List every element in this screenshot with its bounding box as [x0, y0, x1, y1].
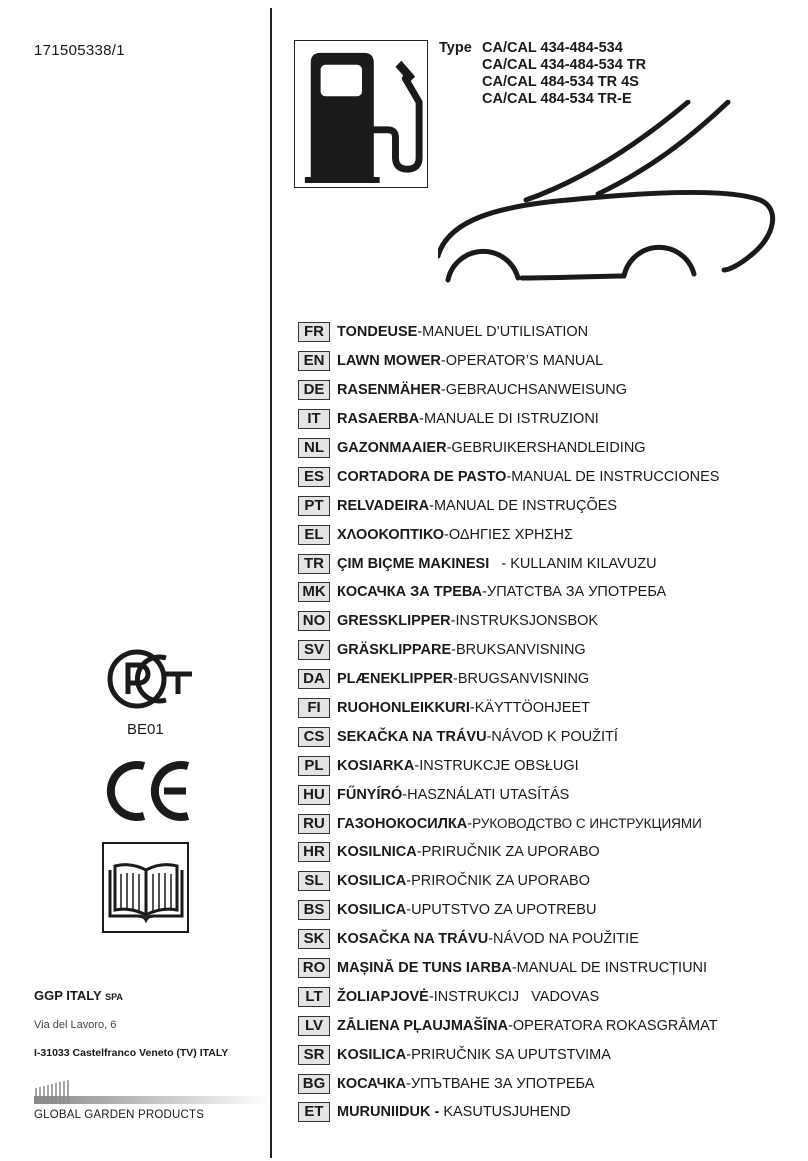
ce-mark-icon [106, 758, 196, 824]
language-title: KOSIARKA [337, 757, 415, 774]
language-code: LV [298, 1016, 330, 1036]
language-separator: - [406, 873, 412, 890]
language-separator: - [467, 815, 473, 832]
language-title: FŰNYÍRÓ [337, 786, 403, 803]
language-subtitle: OPERATORA ROKASGRĀMAT [512, 1017, 718, 1034]
language-separator: - [446, 440, 452, 456]
language-code: PL [298, 756, 330, 776]
language-subtitle: HASZNÁLATI UTASÍTÁS [407, 786, 570, 803]
language-code: CS [298, 727, 330, 747]
type-label: Type [439, 40, 472, 56]
language-code: SL [298, 871, 330, 891]
language-subtitle: INSTRUKCJE OBSŁUGI [419, 757, 579, 774]
language-title: ΧΛΟΟΚΟΠΤΙΚΟ [337, 526, 445, 543]
language-subtitle: KASUTUSJUHEND [443, 1104, 571, 1121]
language-row-lv [298, 1011, 798, 1040]
language-row-hr [298, 838, 798, 867]
language-subtitle: INSTRUKSJONSBOK [455, 613, 599, 630]
language-code: IT [298, 409, 330, 429]
language-code: DA [298, 669, 330, 689]
language-separator: - [469, 700, 475, 717]
language-row-tr [298, 549, 798, 578]
language-subtitle: MANUAL DE INSTRUCȚIUNI [516, 960, 708, 977]
language-code: PT [298, 496, 330, 516]
language-row-sk [298, 925, 798, 954]
language-row-en [298, 347, 798, 376]
language-row-el [298, 520, 798, 549]
model-types [439, 40, 646, 108]
language-title: GRÄSKLIPPARE [337, 642, 452, 659]
language-separator: - [406, 1075, 411, 1092]
language-row-fi [298, 694, 798, 723]
language-title: ZĀLIENA PĻAUJMAŠĪNA [337, 1017, 509, 1034]
language-subtitle: KÄYTTÖOHJEET [474, 700, 590, 717]
language-row-pl [298, 751, 798, 780]
language-code: EL [298, 525, 330, 545]
language-code: BS [298, 900, 330, 920]
language-code: DE [298, 380, 330, 400]
language-title: ГАЗОНОКОСИЛКА [337, 815, 468, 832]
language-title: LAWN MOWER [337, 353, 441, 370]
language-code: SR [298, 1045, 330, 1065]
language-code: RU [298, 814, 330, 834]
language-row-ro [298, 954, 798, 983]
language-separator: - [419, 411, 425, 428]
language-row-sr [298, 1040, 798, 1069]
language-row-mk [298, 578, 798, 607]
model-name: CA/CAL 434-484-534 TR [482, 57, 647, 73]
model-type-row [439, 40, 646, 57]
company-name-text: GGP ITALY [34, 988, 102, 1003]
language-title: KOSILNICA [337, 844, 417, 861]
language-row-nl [298, 434, 798, 463]
language-separator: - [486, 728, 492, 745]
language-title: SEKAČKA NA TRÁVU [337, 728, 487, 745]
language-separator: - [429, 497, 434, 514]
language-title: КОСАЧКА [337, 1075, 407, 1092]
language-subtitle: GEBRUIKERSHANDLEIDING [451, 440, 646, 456]
language-row-ru [298, 809, 798, 838]
language-separator: - [417, 324, 423, 341]
language-row-pt [298, 491, 798, 520]
language-title: RUOHONLEIKKURI [337, 700, 470, 717]
language-title: ÇIM BIÇME MAKINESI [337, 555, 490, 572]
language-list [298, 318, 798, 1127]
document-number: 171505338/1 [34, 42, 125, 59]
language-title: RELVADEIRA [337, 497, 430, 514]
company-street: Via del Lavoro, 6 [34, 1019, 117, 1031]
language-subtitle: NÁVOD K POUŽITÍ [491, 728, 618, 745]
language-code: HR [298, 842, 330, 862]
language-separator: - [444, 526, 449, 543]
company-city: I-31033 Castelfranco Veneto (TV) ITALY [34, 1047, 229, 1059]
certification-code: BE01 [127, 721, 164, 738]
language-row-da [298, 665, 798, 694]
language-code: BG [298, 1074, 330, 1094]
language-subtitle: MANUAL DE INSTRUCCIONES [511, 468, 720, 485]
language-code: SV [298, 640, 330, 660]
language-separator: - [489, 555, 511, 572]
language-subtitle: MANUEL D’UTILISATION [422, 324, 589, 341]
language-title: KOSILICA [337, 902, 407, 919]
language-row-no [298, 607, 798, 636]
language-row-sv [298, 636, 798, 665]
language-title: KOSAČKA NA TRÁVU [337, 931, 489, 948]
language-row-es [298, 462, 798, 491]
language-separator: - [453, 671, 458, 688]
language-subtitle: PRIROČNIK ZA UPORABO [411, 873, 590, 890]
lawn-mower-illustration [438, 100, 780, 310]
language-row-lt [298, 982, 798, 1011]
language-separator: - [508, 1017, 513, 1034]
language-subtitle: OPERATOR’S MANUAL [445, 353, 604, 370]
language-code: RO [298, 958, 330, 978]
fuel-pump-icon [295, 41, 427, 187]
vertical-divider [270, 8, 272, 1158]
language-code: SK [298, 929, 330, 949]
language-subtitle: PRIRUČNIK ZA UPORABO [421, 844, 600, 861]
language-title: GRESSKLIPPER [337, 613, 451, 630]
language-separator: - [406, 1046, 412, 1063]
language-row-fr [298, 318, 798, 347]
language-title: KOSILICA [337, 1046, 407, 1063]
language-row-bs [298, 896, 798, 925]
language-title: PLÆNEKLIPPER [337, 671, 454, 688]
language-subtitle: УПЪТВАНЕ ЗА УПОТРЕБА [410, 1075, 595, 1092]
language-title: CORTADORA DE PASTO [337, 468, 507, 485]
language-code: TR [298, 554, 330, 574]
language-separator: - [414, 757, 420, 774]
language-code: ES [298, 467, 330, 487]
language-title: MURUNIIDUK - [337, 1104, 440, 1121]
language-code: FR [298, 322, 330, 342]
language-separator: - [416, 844, 422, 861]
language-title: RASENMÄHER [337, 382, 441, 399]
model-name: CA/CAL 484-534 TR 4S [482, 74, 639, 90]
language-code: NO [298, 611, 330, 631]
language-code: FI [298, 698, 330, 718]
language-subtitle: INSTRUKCIJ VADOVAS [433, 988, 600, 1005]
language-separator: - [440, 382, 446, 399]
language-code: LT [298, 987, 330, 1007]
language-separator: - [482, 584, 487, 601]
language-title: ŽOLIAPJOVĖ [337, 988, 429, 1005]
language-separator: - [406, 902, 412, 919]
rostest-certification-icon [106, 648, 196, 710]
language-separator: - [440, 353, 446, 370]
model-type-row [439, 74, 646, 91]
language-row-it [298, 405, 798, 434]
language-subtitle: UPUTSTVO ZA UPOTREBU [411, 902, 597, 919]
language-code: ET [298, 1102, 330, 1122]
language-row-sl [298, 867, 798, 896]
language-row-hu [298, 780, 798, 809]
language-separator: - [488, 931, 494, 948]
language-title: TONDEUSE [337, 324, 418, 341]
language-title: КОСАЧКА ЗА ТРЕВА [337, 584, 483, 601]
language-title: KOSILICA [337, 873, 407, 890]
language-row-cs [298, 722, 798, 751]
language-title: GAZONMAAIER [337, 440, 447, 456]
language-subtitle: ΟΔΗΓΙΕΣ ΧΡΗΣΗΣ [448, 526, 573, 543]
language-separator: - [511, 960, 517, 977]
fuel-pump-panel [294, 40, 428, 188]
language-code: HU [298, 785, 330, 805]
language-title: MAȘINĂ DE TUNS IARBA [337, 960, 512, 977]
language-code: EN [298, 351, 330, 371]
language-subtitle: BRUGSANVISNING [457, 671, 590, 688]
language-code: MK [298, 582, 330, 602]
language-row-de [298, 376, 798, 405]
language-subtitle: KULLANIM KILAVUZU [510, 555, 657, 572]
model-name: CA/CAL 434-484-534 [482, 40, 623, 56]
language-subtitle: MANUAL DE INSTRUÇÕES [433, 497, 618, 514]
company-suffix: SPA [105, 992, 123, 1002]
language-separator: - [451, 642, 456, 659]
language-separator: - [450, 613, 456, 630]
language-separator: - [506, 468, 512, 485]
language-subtitle: PRIRUČNIK SA UPUTSTVIMA [411, 1046, 611, 1063]
language-code: NL [298, 438, 330, 458]
model-name: CA/CAL 484-534 TR-E [482, 91, 632, 107]
language-subtitle: NÁVOD NA POUŽITIE [493, 931, 639, 948]
language-subtitle: РУКОВОДСТВО С ИНСТРУКЦИЯМИ [472, 816, 702, 832]
company-tagline: GLOBAL GARDEN PRODUCTS [34, 1109, 205, 1121]
language-title: RASAERBA [337, 411, 420, 428]
language-subtitle: GEBRAUCHSANWEISUNG [445, 382, 628, 399]
language-subtitle: BRUKSANVISNING [455, 642, 586, 659]
language-subtitle: УПАТСТВА ЗА УПОТРЕБА [487, 584, 667, 601]
language-row-bg [298, 1069, 798, 1098]
ggp-logo-icon [34, 1078, 270, 1106]
language-subtitle: MANUALE DI ISTRUZIONI [424, 411, 599, 428]
language-separator: - [402, 786, 408, 803]
language-row-et [298, 1098, 798, 1127]
language-separator: - [428, 988, 434, 1005]
company-name [34, 988, 123, 1003]
model-type-row [439, 57, 646, 74]
read-manual-icon [102, 842, 189, 933]
